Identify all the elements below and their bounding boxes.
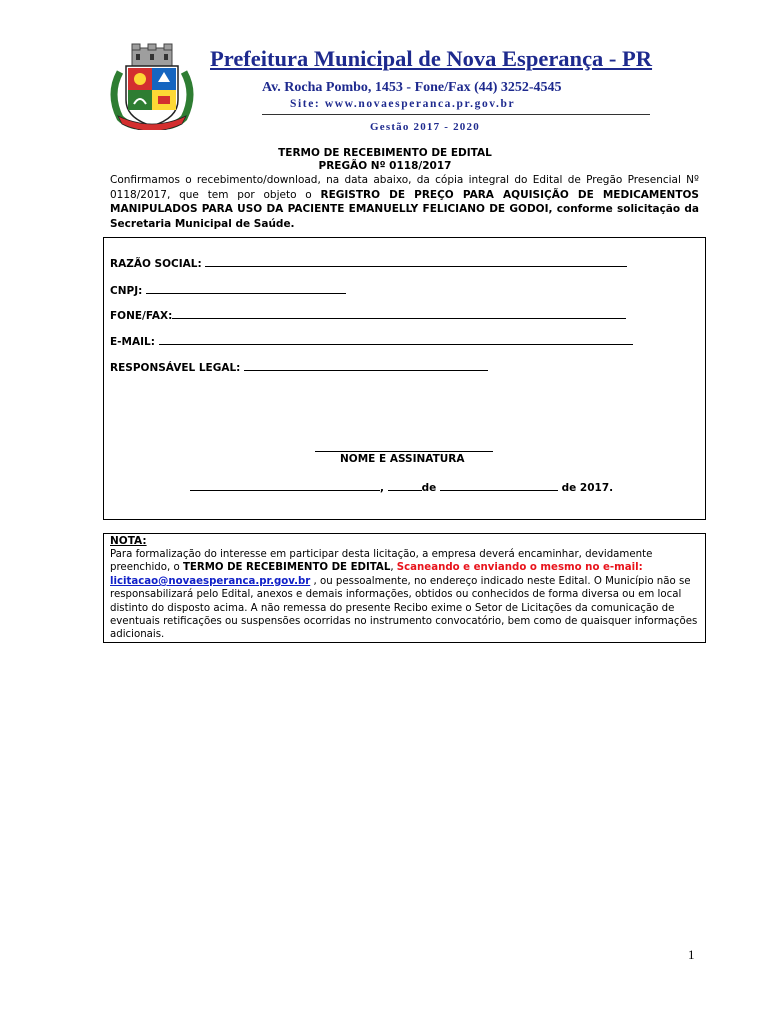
email-link[interactable]: licitacao@novaesperanca.pr.gov.br [110,575,311,587]
form-box [103,237,706,520]
cnpj-line[interactable] [146,283,346,294]
field-razao-social[interactable] [110,256,627,270]
date-separator: , [380,482,384,494]
email-line[interactable] [159,334,633,345]
field-cnpj[interactable] [110,283,346,297]
signature-line[interactable] [315,451,493,452]
fone-fax-label: FONE/FAX: [110,310,173,322]
nota-title: NOTA: [110,535,147,547]
page-title: Prefeitura Municipal de Nova Esperança - PR [210,46,653,71]
coat-of-arms-icon [106,42,198,130]
date-day-line[interactable] [388,480,422,491]
responsavel-line[interactable] [244,360,488,371]
date-de: de [421,482,437,494]
date-place-line[interactable] [190,480,380,491]
page-number: 1 [688,947,695,962]
responsavel-label: RESPONSÁVEL LEGAL: [110,362,241,374]
razao-social-line[interactable] [205,256,627,267]
intro-bold-text: REGISTRO DE PREÇO PARA AQUISIÇÃO DE MEDICAMENTOS MANIPULADOS PARA USO DA PACIENTE EMANUELLY FELICIANO DE GODOI, conforme solicitação da Secretaria Municipal de Saúde. [110,188,699,230]
fone-fax-line[interactable] [172,308,626,319]
header-site: Site: www.novaesperanca.pr.gov.br [290,98,516,110]
email-label: E-MAIL: [110,336,155,348]
document-heading: TERMO DE RECEBIMENTO DE EDITAL [278,147,492,159]
field-email[interactable] [110,334,633,348]
signature-label: NOME E ASSINATURA [340,453,465,465]
date-month-line[interactable] [440,480,558,491]
header-divider [262,114,650,115]
nota-text-1: Para formalização do interesse em participar desta licitação, a empresa deverá encaminhar, devidamente preenchido, o [110,549,653,574]
header-gestao: Gestão 2017 - 2020 [370,121,480,133]
intro-text: Confirmamos o recebimento/download, na data abaixo, da cópia integral do Edital de Pregão Presencial Nº 0118/2017, que tem por objeto o [110,174,699,201]
date-year: de 2017. [561,482,614,494]
document-subheading: PREGÃO Nº 0118/2017 [318,160,452,172]
intro-paragraph [110,173,699,231]
field-fone-fax[interactable] [110,308,626,322]
nota-text-3: , ou pessoalmente, no endereço indicado neste Edital. O Município não se responsabilizará pelo Edital, anexos e demais informações, obtidos ou conhecidos de forma diversa ou em local distinto do disposto acima. A não remessa do presente Recibo exime o Setor de Licitações da comunicação de eventuais retificações ou suspensões ocorridas no instrumento convocatório, bem como de quaisquer informações adicionais. [110,575,698,641]
nota-text [110,548,700,642]
nota-text-2: , [390,562,397,574]
date-line[interactable] [190,480,613,494]
nota-bold: TERMO DE RECEBIMENTO DE EDITAL [182,562,391,574]
header-address: Av. Rocha Pombo, 1453 - Fone/Fax (44) 3252-4545 [262,80,562,95]
field-responsavel[interactable] [110,360,488,374]
razao-social-label: RAZÃO SOCIAL: [110,258,202,270]
nota-red-text: Scaneando e enviando o mesmo no e-mail: [396,562,643,574]
cnpj-label: CNPJ: [110,285,143,297]
